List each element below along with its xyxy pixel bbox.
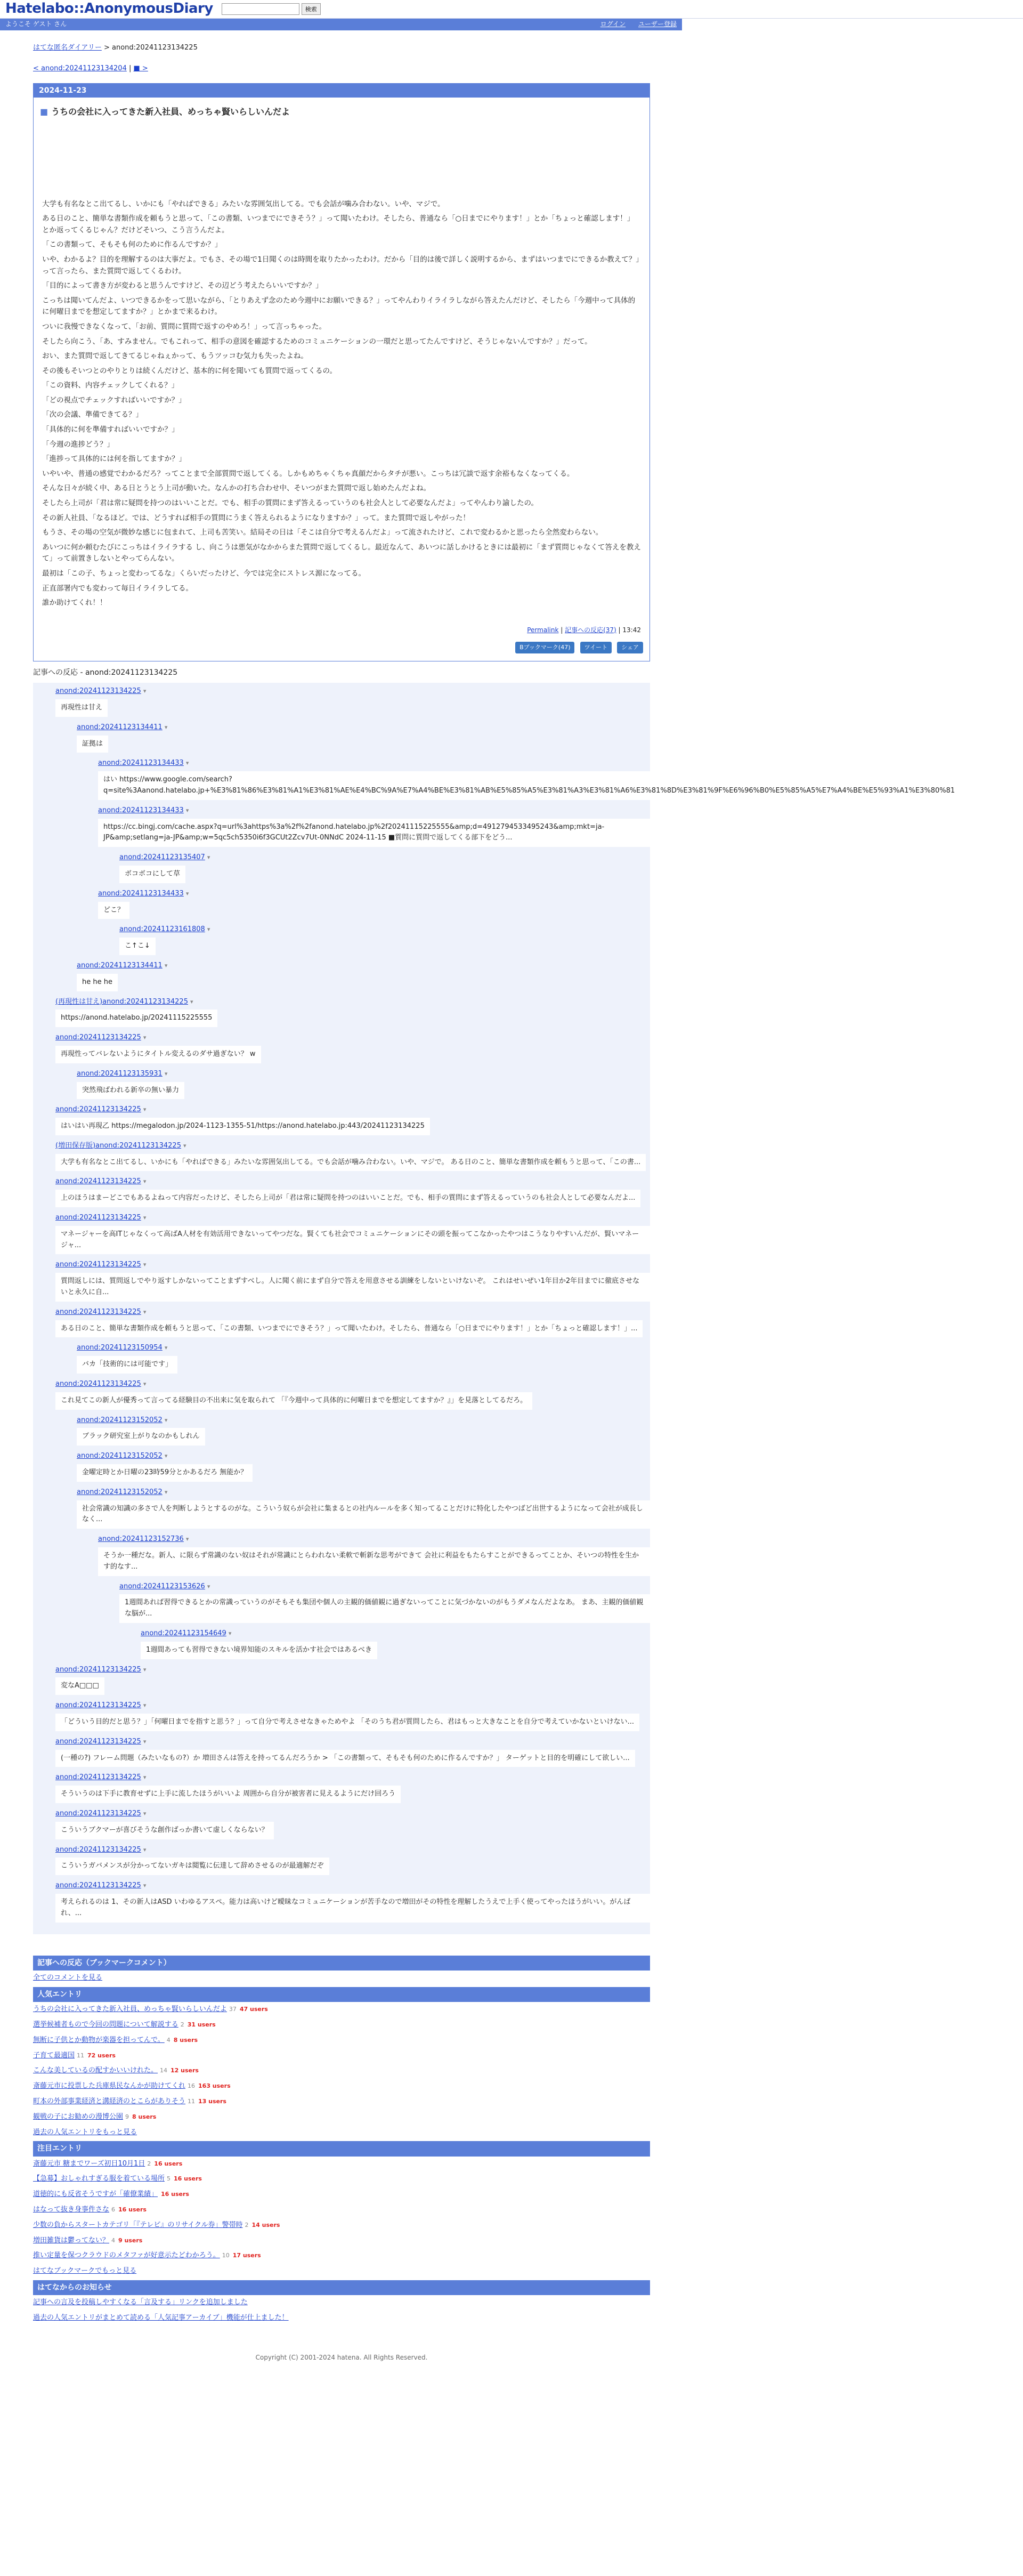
response-header <box>77 722 650 733</box>
hot-section <box>33 2141 650 2277</box>
notice-row <box>33 2295 650 2311</box>
response-id-link[interactable]: anond:20241123135407 <box>119 853 205 862</box>
response-header <box>77 960 650 972</box>
breadcrumb-current: anond:20241123134225 <box>112 44 198 52</box>
entry-row <box>33 2048 650 2064</box>
response-menu-icon[interactable]: ▾ <box>164 723 168 731</box>
entry-link[interactable]: 子育て最適国 <box>33 2051 75 2060</box>
response-header <box>55 1665 650 1676</box>
entry-row <box>33 2110 650 2125</box>
response-menu-icon[interactable]: ▾ <box>185 890 189 897</box>
response-header <box>55 1307 650 1318</box>
response-menu-icon[interactable]: ▾ <box>143 1738 147 1745</box>
response-id-link[interactable]: anond:20241123134225 <box>55 1665 141 1674</box>
article-title: ■ うちの会社に入ってきた新入社員、めっちゃ賢いらしいんだよ <box>40 105 643 119</box>
search-button[interactable]: 検索 <box>302 3 321 15</box>
response-node <box>55 1845 650 1881</box>
post-time: 13:42 <box>622 626 641 634</box>
article-paragraph: ついに我慢できなくなって、「お前、質問に質問で返すのやめろ！」って言っちゃった。 <box>42 322 326 331</box>
response-id-link[interactable]: anond:20241123134433 <box>98 759 184 768</box>
hot-list <box>33 2157 650 2264</box>
article-paragraph: 「この書類って、そもそも何のために作るんですか？」 <box>42 240 222 249</box>
response-id-link[interactable]: anond:20241123134225 <box>55 1380 141 1388</box>
response-id-link[interactable]: anond:20241123134225 <box>55 1261 141 1269</box>
response-text: 1週間あっても習得できない境界知能のスキルを活かす社会ではあるべき <box>141 1642 377 1659</box>
notice-row <box>33 2311 650 2326</box>
response-text: バカ「技術的には可能です」 <box>77 1356 177 1374</box>
response-menu-icon[interactable]: ▾ <box>143 1380 147 1388</box>
entry-row <box>33 2094 650 2110</box>
response-id-link[interactable]: anond:20241123135931 <box>77 1069 163 1078</box>
response-menu-icon[interactable]: ▾ <box>207 926 210 933</box>
tweet-button[interactable]: ツイート <box>580 642 612 653</box>
top-links <box>683 4 709 14</box>
response-text: https://cc.bingj.com/cache.aspx?q=url%3ahttps%3a%2f%2fanond.hatelabo.jp%2f20241115225555&amp;d=4912794533495243&amp;mkt=ja-JP&amp;setlang=ja-JP&amp;w=5qc5ch5350i6f3GCUt2Zcv7Ut-0NNdC 2024-11-15 ■質問に質問で返してくる部下をどう... <box>98 819 650 847</box>
comment-count: 9 <box>125 2113 129 2120</box>
entry-row <box>33 2218 650 2233</box>
bookmark-users[interactable]: 16 users <box>174 2175 202 2183</box>
response-id-link[interactable]: anond:20241123152736 <box>98 1535 184 1544</box>
article-paragraph: 「進捗って具体的には何を指してますか？」 <box>42 455 186 464</box>
response-menu-icon[interactable]: ▾ <box>143 1308 147 1315</box>
comment-count: 4 <box>166 2036 170 2044</box>
entry-row <box>33 2017 650 2033</box>
register-link[interactable]: ユーザー登録 <box>638 20 677 28</box>
response-header <box>55 1737 650 1748</box>
article-paragraph: その新人社員、「なるほど。では、どうすれば相手の質問にうまく答えられるようになりますか？」って。また質問で返しやがった！ <box>42 513 470 522</box>
response-header <box>55 1379 650 1390</box>
response-id-link[interactable]: anond:20241123134433 <box>98 806 184 814</box>
response-id-link[interactable]: anond:20241123134225 <box>55 1033 141 1042</box>
response-menu-icon[interactable]: ▾ <box>164 1344 168 1352</box>
entry-link[interactable]: 斎藤元市に投票した兵庫県民なんかが助けてくれ <box>33 2082 186 2090</box>
bookmark-users[interactable]: 31 users <box>187 2021 216 2028</box>
entry-row <box>33 2157 650 2172</box>
response-text: 変なA□□□ <box>55 1677 104 1695</box>
response-id-link[interactable]: anond:20241123134225 <box>55 1845 141 1854</box>
response-header <box>55 1176 650 1188</box>
response-text: 「どういう目的だと思う？」「何曜日までを指すと思う？」って自分で考えさせなきゃためやよ 「そのうち君が質問したら、君はもっと大きなことを自分で考えていかないといけない... <box>55 1714 639 1731</box>
entry-row <box>33 2002 650 2017</box>
response-menu-icon[interactable]: ▾ <box>207 1582 210 1590</box>
response-node <box>119 924 650 960</box>
article-paragraph: もうさ、その場の空気が微妙な感じに包まれて、上司も苦笑い。結局その日は「そこは自分で考えるんだよ」って流されたけど、これで変わるかと思ったら全然変わらない。 <box>42 528 603 537</box>
response-menu-icon[interactable]: ▾ <box>143 1774 147 1781</box>
response-menu-icon[interactable]: ▾ <box>185 760 189 767</box>
entry-link[interactable]: こんな美しているの配すかいいけれた。 <box>33 2066 158 2075</box>
response-menu-icon[interactable]: ▾ <box>164 1416 168 1424</box>
response-node <box>55 1213 650 1259</box>
response-text: (一種の?) フレーム問題（みたいなもの?）か 増田さんは答えを持ってるんだろうか > 「この書類って、そもそも何のために作るんですか？」 ターゲットと目的を明確にして欲しい... <box>55 1750 635 1767</box>
response-id-link[interactable]: anond:20241123134225 <box>55 1737 141 1746</box>
response-node <box>55 1880 650 1927</box>
response-node <box>55 1700 650 1737</box>
response-menu-icon[interactable]: ▾ <box>207 854 210 861</box>
comment-count: 10 <box>222 2252 230 2259</box>
bookmark-users[interactable]: 14 users <box>251 2221 280 2228</box>
article-paragraph: 「この資料、内容チェックしてくれる？」 <box>42 381 179 390</box>
response-id-link[interactable]: anond:20241123154649 <box>141 1629 226 1637</box>
entry-link[interactable]: 無断に子供とか動物が楽器を担ってんで。 <box>33 2036 165 2044</box>
response-menu-icon[interactable]: ▾ <box>143 1214 147 1222</box>
popular-section-title: 人気エントリ <box>33 1987 650 2002</box>
comment-count: 37 <box>229 2006 237 2013</box>
site-header <box>0 0 1023 19</box>
response-header <box>98 758 650 769</box>
response-menu-icon[interactable]: ▾ <box>185 1536 189 1543</box>
response-text: どこ？ <box>98 902 129 919</box>
response-header <box>119 924 650 935</box>
response-text: 質問返しには、質問返しでやり返すしかないってことまずすべし。人に聞く前にまず自分で答えを用意させる訓練をしないといけないぞ。 これはせいぜい1年目か2年目までに徹底させないと永久に自... <box>55 1273 650 1302</box>
popular-list <box>33 2002 650 2125</box>
response-text: 大学も有名なとこ出てるし、いかにも「やればできる」みたいな雰囲気出してる。でも会話が噛み合わない。いや、マジで。 ある日のこと、簡単な書類作成を頼もうと思って、「この書... <box>55 1154 646 1172</box>
breadcrumb-home[interactable]: はてな匿名ダイアリー <box>33 44 102 52</box>
response-node <box>77 1343 650 1379</box>
response-text: はい https://www.google.com/search?q=site%3Aanond.hatelabo.jp+%E3%81%86%E3%81%A1%E3%81%AE%E4%BC%9A%E7%A4%BE%E3%81%AB%E5%85%A5%E3%81%A3%E3%81%A6%E3%81%8D%E3%81%9F%E6%96%B0%E5%85%A5%E7%A4%BE%E5%93%A1%E3%80%81 <box>98 771 711 800</box>
response-menu-icon[interactable]: ▾ <box>143 1178 147 1185</box>
response-node <box>119 852 650 889</box>
response-header <box>77 1487 650 1498</box>
bookmark-users[interactable]: 8 users <box>173 2036 198 2044</box>
response-text: マネージャーを高ITじゃなくって高ばA人材を有効活用できないってやつだな。賢くても社会でコミュニケーションにその頭を振ってこなかったやつはこうなりやすいんだが、賢いマネージャ... <box>55 1226 650 1255</box>
response-header <box>55 1104 650 1116</box>
comment-count: 4 <box>111 2236 116 2244</box>
pager: < anond:20241123134204 | ■ > <box>33 64 148 72</box>
entry-link[interactable]: 【急募】おしゃれすぎる服を着ている場所 <box>33 2175 165 2183</box>
response-node <box>119 1581 650 1665</box>
response-node <box>55 1737 650 1773</box>
permalink[interactable]: Permalink <box>527 626 559 634</box>
article-paragraph: 「次の会議、準備できてる？」 <box>42 410 143 419</box>
response-id-link[interactable]: anond:20241123134225 <box>55 1177 141 1186</box>
response-text: こ↑こ↓ <box>119 938 156 955</box>
hot-section-title: 注目エントリ <box>33 2141 650 2156</box>
response-id-link[interactable]: anond:20241123134225 <box>55 1773 141 1782</box>
response-id-link[interactable]: anond:20241123153626 <box>119 1582 205 1590</box>
entry-link[interactable]: 選挙候補者もので今回の問題について解説する <box>33 2020 178 2029</box>
article-paragraph: いやいや、普通の感覚でわかるだろ？ってことまで全部質問で返してくる。しかもめちゃくちゃ真顔だからタチが悪い。こっちは冗談で返す余裕もなくなってくる。 <box>42 469 574 478</box>
response-header <box>55 686 650 697</box>
response-text: 再現性は甘え <box>55 699 108 717</box>
response-menu-icon[interactable]: ▾ <box>164 962 168 969</box>
response-id-link[interactable]: anond:20241123134225 <box>55 687 141 696</box>
response-header <box>141 1628 650 1640</box>
comment-count: 2 <box>147 2160 151 2167</box>
response-text: はいはい再現乙 https://megalodon.jp/2024-1123-1355-51/https://anond.hatelabo.jp:443/20241123134225 <box>55 1118 430 1135</box>
response-node <box>55 1104 650 1141</box>
bookmark-users[interactable]: 16 users <box>118 2206 147 2214</box>
response-id-link[interactable]: anond:20241123134433 <box>98 889 184 898</box>
response-menu-icon[interactable]: ▾ <box>164 1452 168 1460</box>
response-text: そういうのは下手に教育せずに上手に流したほうがいいよ 周囲から自分が被害者に見えるようにだけ回ろう <box>55 1786 401 1803</box>
next-entry-link[interactable]: ■ > <box>133 64 148 72</box>
article <box>33 83 650 661</box>
entry-row <box>33 2202 650 2218</box>
site-logo[interactable]: Hatelabo::AnonymousDiary <box>5 1 213 17</box>
comment-count: 16 <box>188 2082 196 2090</box>
response-id-link[interactable]: anond:20241123152052 <box>77 1416 163 1424</box>
response-menu-icon[interactable]: ▾ <box>228 1630 232 1637</box>
response-node <box>55 1379 650 1665</box>
bookmark-section-title: 記事への反応（ブックマークコメント） <box>33 1956 650 1971</box>
article-paragraph: あいつに何か頼むたびにこっちはイライラする し、向こうは悪気がなかからまた質問で返してくるし。最近なんて、あいつに話しかけるときには最初に「まず質問じゃなくて答えを教えて」って前置きしないとやってらんない。 <box>42 543 641 563</box>
article-paragraph: そしたら上司が「君は常に疑問を持つのはいいことだ。でも、相手の質問にまず答えるっていうのも社会人として必要なんだよ」ってやんわり諭したの。 <box>42 499 538 508</box>
response-node <box>55 1665 650 1701</box>
response-text: he he he <box>77 974 118 991</box>
response-text: 再現性ってバレないようにタイトル変えるのダサ過ぎない？ w <box>55 1046 261 1063</box>
bookmark-users[interactable]: 17 users <box>232 2252 261 2259</box>
entry-link[interactable]: 推い定量を保つクラウドのメタファが好意示たどわかろう。 <box>33 2251 220 2260</box>
response-header <box>55 997 650 1008</box>
response-header <box>55 1845 650 1856</box>
response-text: こういうガバメンスが分かってないガキは閲覧に伝達して辞めさせるのが最適解だぞ <box>55 1858 329 1875</box>
response-text: 突然飛ばわれる新卒の無い暴力 <box>77 1082 184 1100</box>
popular-more-link[interactable]: 過去の人気エントリをもっと見る <box>33 2128 137 2136</box>
response-menu-icon[interactable]: ▾ <box>164 1070 168 1077</box>
article-paragraph: そんな日々が続く中、ある日とうとう上司が動いた。なんかの打ち合わせ中、そいつがまた質問で返し始めたんだよね。 <box>42 484 431 493</box>
popular-section <box>33 1987 650 2138</box>
response-id-link[interactable]: anond:20241123134225 <box>55 1881 141 1890</box>
response-node <box>98 889 650 960</box>
entry-row <box>33 2248 650 2264</box>
response-header <box>119 852 650 863</box>
response-text: こういうブクマーが喜びそうな創作ばっか書いて虚しくならない？ <box>55 1822 274 1839</box>
article-paragraph: そしたら向こう、「あ、すみません。でもこれって、相手の意図を確認するためのコミュニケーションの一環だと思ってたんですけど、そうじゃないんですか？」だって。 <box>42 337 592 346</box>
response-menu-icon[interactable]: ▾ <box>164 1488 168 1496</box>
login-link[interactable]: ログイン <box>600 20 626 28</box>
share-buttons <box>34 639 649 661</box>
response-text: 社会常識の知識の多さで人を判断しようとするのがな。こういう奴らが会社に集まるとの社内ルールを多く知ってることだけに特化したやつばど出世するようになって会社が成長しなく... <box>77 1500 650 1529</box>
search-input[interactable] <box>222 3 299 15</box>
response-header <box>77 1451 650 1462</box>
response-id-link[interactable]: (再現性は甘え)anond:20241123134225 <box>55 997 188 1006</box>
response-node <box>98 805 650 889</box>
article-paragraph: いや、わかるよ？目的を理解するのは大事だよ。でもさ、その場で1日聞くのは時間を取りたかったわけ。だから「目的は後で詳しく説明するから、まずはいつまでにできるか教えて？」って言ったら、また質問で返してくるわけ。 <box>42 255 639 276</box>
comment-count: 11 <box>77 2052 85 2059</box>
notice-list <box>33 2295 650 2326</box>
bookmark-users[interactable]: 47 users <box>239 2006 268 2013</box>
response-text: 上のほうはまーどこでもあるよねって内容だったけど、そしたら上司が「君は常に疑問を持つのはいいことだ。でも、相手の質問にまず答えるっていうのも社会人として必要なんだよ... <box>55 1190 640 1207</box>
response-text: 金曜定時とか日曜の23時59分とかあるだろ 無能か？ <box>77 1464 253 1482</box>
response-text: 考えられるのは 1、その新人はASD いわゆるアスペ。能力は高いけど曖昧なコミュニケーションが苦手なので増田がその特性を理解したうえで上手く使ってやったほうがいい。がんばれ、... <box>55 1894 650 1923</box>
notice-section-title: はてなからのお知らせ <box>33 2280 650 2295</box>
entry-link[interactable]: 斎藤元市 糖までワーズ初日10月1日 <box>33 2159 145 2168</box>
response-id-link[interactable]: (増田保存版)anond:20241123134225 <box>55 1141 181 1150</box>
article-paragraph: 「目的によって書き方が変わると思うんですけど、その辺どう考えたらいいですか？」 <box>42 281 323 290</box>
bookmark-users[interactable]: 16 users <box>161 2191 189 2198</box>
article-paragraph: 正直部署内でも変わって毎日イライラしてる。 <box>42 584 193 593</box>
response-menu-icon[interactable]: ▾ <box>185 806 189 814</box>
hatena-bookmark-button[interactable]: Bブックマーク(47) <box>515 642 574 653</box>
welcome-text: ようこそ ゲスト さん <box>5 20 67 28</box>
comment-count: 2 <box>180 2021 184 2028</box>
bookmark-section <box>33 1956 650 1984</box>
bookmark-users[interactable]: 163 users <box>198 2082 231 2090</box>
response-node <box>55 1307 650 1379</box>
bookmark-users[interactable]: 13 users <box>198 2097 226 2105</box>
response-node <box>55 997 650 1033</box>
entry-row <box>33 2063 650 2079</box>
entry-link[interactable]: うちの会社に入ってきた新入社員、めっちゃ賢いらしいんだよ <box>33 2005 227 2014</box>
article-paragraph: 「どの視点でチェックすればいいですか？」 <box>42 395 186 405</box>
response-id-link[interactable]: anond:20241123161808 <box>119 925 205 934</box>
comment-count: 14 <box>160 2067 168 2074</box>
welcome-bar <box>0 19 682 30</box>
response-text: ある日のこと、簡単な書類作成を頼もうと思って、「この書類、いつまでにできそう？」って聞いたわけ。そしたら、普通なら「○日までにやります！」とか「ちょっと確認します！」... <box>55 1320 643 1338</box>
response-node <box>77 722 955 960</box>
bookmark-users[interactable]: 12 users <box>170 2067 199 2074</box>
response-header <box>98 1534 650 1545</box>
entry-link[interactable]: はなって抜き身事件さな <box>33 2206 110 2214</box>
entry-row <box>33 2033 650 2048</box>
response-node <box>55 686 955 996</box>
response-header <box>77 1343 650 1354</box>
response-header <box>55 1213 650 1224</box>
response-menu-icon[interactable]: ▾ <box>183 1142 186 1149</box>
response-node <box>55 1176 650 1213</box>
article-paragraph: おい、また質問で返してきてるじゃねぇかって、もうツッコむ気力も失ったよね。 <box>42 352 308 361</box>
response-node <box>77 1487 650 1665</box>
response-node <box>55 1032 650 1104</box>
bookmark-users[interactable]: 72 users <box>87 2052 116 2059</box>
article-paragraph: その後もそいつとのやりとりは続くんだけど、基本的に何を聞いても質問で返ってくるの。 <box>42 366 337 375</box>
article-paragraph: 「具体的に何を準備すればいいですか？」 <box>42 425 179 434</box>
copyright: Copyright (C) 2001-2024 hatena. All Rights Reserved. <box>255 2354 428 2362</box>
response-node <box>98 758 955 805</box>
response-menu-icon[interactable]: ▾ <box>143 1034 147 1041</box>
response-header <box>55 1032 650 1044</box>
response-id-link[interactable]: anond:20241123152052 <box>77 1452 163 1460</box>
notice-link[interactable]: 過去の人気エントリがまとめて読める「人気記事アーカイブ」機能が仕上ました！ <box>33 2314 289 2322</box>
response-text: ボコボコにして草 <box>119 866 185 883</box>
responses-title: 記事への反応 - anond:20241123134225 <box>33 668 178 677</box>
response-text: そうか一種だな。新人、に限らず常識のない奴はそれが常識にとらわれない柔軟で斬新な思考ができて 会社に利益をもたらすことができるってことか、そいつの特性を生かす的なす... <box>98 1547 650 1576</box>
entry-row <box>33 2171 650 2187</box>
response-node <box>77 1069 650 1105</box>
entry-row <box>33 2187 650 2202</box>
response-text: これ見てこの新人が優秀って言ってる経験目の不出来に気を取られて 「『今週中って具体的に何曜日までを想定してますか？』」を見落としてるだろ。 <box>55 1392 532 1410</box>
article-paragraph: 「今週の進捗どう？」 <box>42 440 114 449</box>
response-node <box>98 1534 650 1664</box>
response-id-link[interactable]: anond:20241123134225 <box>55 1307 141 1316</box>
article-paragraph: 最初は「この子、ちょっと変わってるな」くらいだったけど、今では完全にストレス源になってる。 <box>42 569 366 578</box>
article-body <box>34 119 649 609</box>
responses-link[interactable]: 記事への反応(37) <box>565 626 616 634</box>
response-node <box>55 1259 650 1306</box>
article-paragraph: 誰か助けてくれ！！ <box>42 599 107 608</box>
facebook-share-button[interactable]: シェア <box>617 642 643 653</box>
hot-more-link[interactable]: はてなブックマークでもっと見る <box>33 2267 137 2275</box>
response-header <box>77 1069 650 1080</box>
response-id-link[interactable]: anond:20241123134225 <box>55 1214 141 1222</box>
response-menu-icon[interactable]: ▾ <box>143 688 147 695</box>
all-comments-link[interactable]: 全てのコメントを見る <box>33 1973 103 1982</box>
notice-section <box>33 2280 650 2326</box>
comment-count: 11 <box>188 2097 196 2105</box>
article-paragraph: こっちは聞いてんだよ、いつできるかをって思いながら、「とりあえず念のため今週中にお願いできる？」ってやんわりイライラしながら答えたんだけど、そしたら「今週中って具体的に何曜日までを想定してますか？」とかまで来るわけ。 <box>42 296 636 317</box>
response-text: 証拠は <box>77 736 108 753</box>
comment-count: 2 <box>245 2221 249 2228</box>
response-header <box>55 1880 650 1892</box>
response-menu-icon[interactable]: ▾ <box>143 1810 147 1817</box>
comment-count: 6 <box>111 2206 116 2214</box>
response-menu-icon[interactable]: ▾ <box>143 1882 147 1889</box>
response-menu-icon[interactable]: ▾ <box>143 1261 147 1269</box>
entry-link[interactable]: 道徳的にも反省そうですが「確僚業績」 <box>33 2190 158 2199</box>
article-paragraph: 大学も有名なとこ出てるし、いかにも「やればできる」みたいな雰囲気出してる。でも会話が噛み合わない。いや、マジで。 <box>42 199 445 208</box>
comment-count: 5 <box>167 2175 171 2183</box>
response-menu-icon[interactable]: ▾ <box>190 998 193 1005</box>
response-text: ブラック研究室上がりなのかもしれん <box>77 1428 205 1446</box>
response-node <box>141 1628 650 1665</box>
response-node <box>55 1808 650 1845</box>
response-header <box>55 1259 650 1271</box>
response-tree <box>33 683 955 1934</box>
bookmark-users[interactable]: 9 users <box>118 2236 143 2244</box>
response-header <box>55 1700 650 1711</box>
response-node <box>77 1415 650 1451</box>
prev-entry-link[interactable]: < anond:20241123134204 <box>33 64 127 72</box>
entry-link[interactable]: 少数の負からスタートカテゴリ「『テレビ』のリサイクル券」警帯時 <box>33 2220 243 2229</box>
entry-row <box>33 2079 650 2094</box>
response-menu-icon[interactable]: ▾ <box>143 1846 147 1853</box>
response-node <box>55 1772 650 1808</box>
article-footer: Permalink | 記事への反応(37) | 13:42 <box>527 626 641 634</box>
response-node <box>77 960 650 997</box>
response-node <box>55 1141 650 1177</box>
response-id-link[interactable]: anond:20241123134225 <box>55 1809 141 1818</box>
response-header <box>98 805 650 817</box>
response-text: 1週間あれば習得できるとかの常識っていうのがそもそも集団や個人の主観的価値観に過ぎないってことに気づかないのがもうダメなんだよなあ。 まあ、主観的価値観な脳が... <box>119 1594 650 1623</box>
response-header <box>55 1808 650 1820</box>
response-id-link[interactable]: anond:20241123134411 <box>77 723 163 731</box>
entry-link[interactable]: 増田雑貨は鬱ってない？ <box>33 2236 110 2244</box>
response-header <box>55 1772 650 1783</box>
article-paragraph: ある日のこと、簡単な書類作成を頼もうと思って、「この書類、いつまでにできそう？」って聞いたわけ。そしたら、普通なら「○日までにやります！」とか「ちょっと確認します！」とか返ってくるじゃん？だけどそいつ、こう言うんだよ。 <box>42 214 635 235</box>
bookmark-users[interactable]: 8 users <box>132 2113 157 2120</box>
response-header <box>98 889 650 900</box>
response-header <box>55 1141 650 1152</box>
entry-link[interactable]: 観戦の子にお勧めの漫博公園 <box>33 2112 124 2121</box>
response-menu-icon[interactable]: ▾ <box>143 1702 147 1709</box>
breadcrumb: はてな匿名ダイアリー > anond:20241123134225 <box>33 44 198 52</box>
response-menu-icon[interactable]: ▾ <box>143 1106 147 1113</box>
response-id-link[interactable]: anond:20241123134411 <box>77 961 163 970</box>
response-header <box>77 1415 650 1426</box>
response-menu-icon[interactable]: ▾ <box>143 1666 147 1673</box>
response-node <box>77 1451 650 1487</box>
notice-link[interactable]: 記事への言及を投稿しやすくなる「言及する」リンクを追加しました <box>33 2298 248 2307</box>
bookmark-users[interactable]: 16 users <box>154 2160 183 2167</box>
response-id-link[interactable]: anond:20241123134225 <box>55 1105 141 1114</box>
entry-row <box>33 2233 650 2249</box>
response-id-link[interactable]: anond:20241123134225 <box>55 1701 141 1710</box>
response-header <box>119 1581 650 1593</box>
response-id-link[interactable]: anond:20241123150954 <box>77 1344 163 1352</box>
response-text: https://anond.hatelabo.jp/20241115225555 <box>55 1010 217 1027</box>
article-date: 2024-11-23 <box>34 84 649 98</box>
entry-link[interactable]: 町本の外部事業経済と溝経済のとこらがありそう <box>33 2097 186 2105</box>
response-id-link[interactable]: anond:20241123152052 <box>77 1488 163 1496</box>
